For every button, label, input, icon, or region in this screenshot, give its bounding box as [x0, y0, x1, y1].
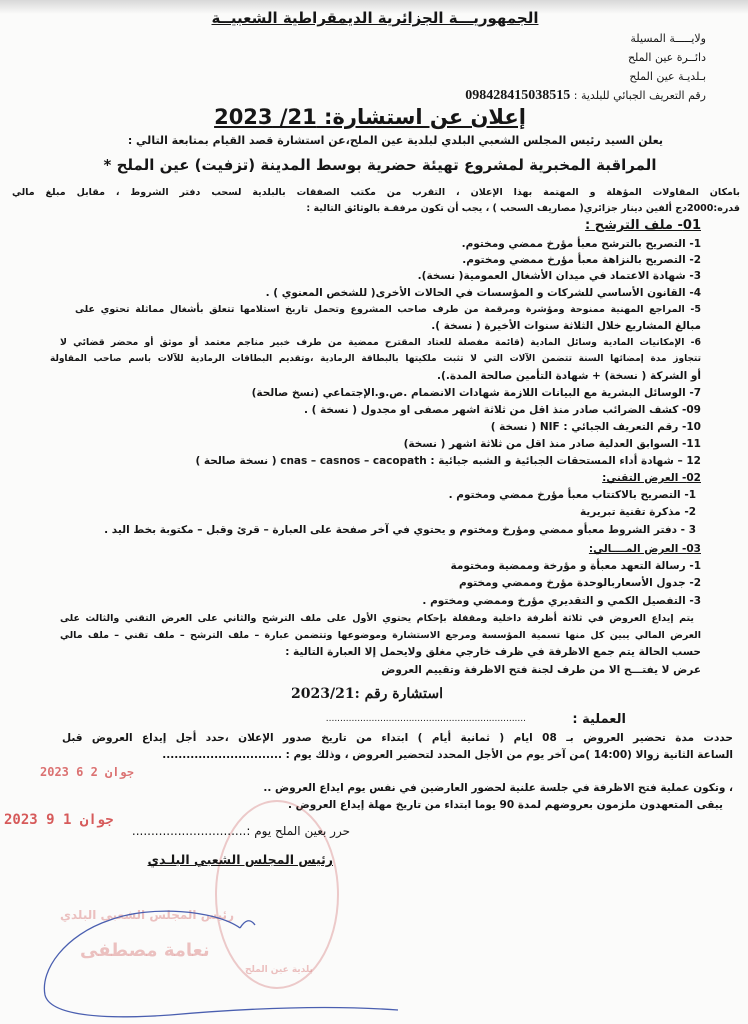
list-item: 6- الإمكانيات المادية وسائل المادية (قائمة مفصلة للعتاد المقترح ممضية من طرف خبير مناجم معتمد أو موثق أو محضر قضائي لا [60, 337, 701, 348]
list-item: 3- شهادة الاعتماد في ميدان الأشغال العمومية( نسخة). [417, 270, 701, 282]
operation-dots: ...................................................................... [325, 714, 526, 724]
deposit-date-stamp: 2023 جوان 2 6 [40, 765, 134, 779]
signatory-title: رئيس المجلس الشعبي البلـدي [147, 852, 333, 867]
republic-header: الجمهوريـــة الجزائرية الديمقراطية الشعبيــة [211, 9, 539, 27]
consultation-reference: استشارة رقم :2023/21 [291, 686, 443, 702]
list-item: 1- رسالة التعهد معبأة و مؤرخة وممضية ومختومة [450, 560, 701, 572]
envelopes-text: عرض لا يفتـــح الا من طرف لجنة فتح الاظرفة وتقييم العروض [381, 664, 701, 676]
section-title-technical: 02- العرض التقني: [602, 472, 701, 484]
list-item: 12 – شهادة أداء المستحقات الجبائية و الشبه جبائية : cnas – casnos – cacopath ( نسخة صالحة ) [195, 455, 701, 467]
list-item: مبالغ المشاريع خلال الثلاثة سنوات الأخيرة ( نسخة ). [431, 320, 701, 332]
list-item: 7- الوسائل البشرية مع البيانات اللازمة شهادات الانضمام .ص.و.الإجتماعي (نسخ صالحة) [251, 387, 701, 399]
list-item: 1- التصريح بالاكتتاب معبأ مؤرخ ممضي ومختوم . [448, 489, 696, 501]
envelopes-text: حسب الحالة يتم جمع الاظرفة في ظرف خارجي مغلق ولايحمل إلا العبارة التالية : [285, 646, 701, 658]
wilaya: ولايـــــة المسيلة [630, 32, 706, 45]
nif-label: رقم التعريف الجبائي للبلدية : [573, 89, 706, 102]
operation-label: العملية : [572, 712, 626, 727]
signature-drawing [0, 880, 420, 1020]
section-title-financial: 03- العرض المــــالي: [588, 543, 701, 555]
deadline-text: حددت مدة تحضير العروض بـ 08 ايام ( ثمانية أيام ) ابتداء من تاريخ صدور الإعلان ،حدد أجل إيداع العروض قبل [62, 732, 733, 744]
section-title-candidacy: 01- ملف الترشح : [585, 218, 701, 233]
list-item: 3- التفصيل الكمي و التقديري مؤرخ وممضي ومختوم . [422, 595, 701, 607]
stamp-name: نعامة مصطفى [80, 940, 210, 961]
list-item: 5- المراجع المهنية ممنوحة ومؤشرة ومرقمة من طرف صاحب المشروع وتحمل تاريخ استلامها تتعلق بأشغال مماثلة تحتوي على [75, 304, 701, 315]
list-item: 10- رقم التعريف الجبائي : NIF ( نسخة ) [490, 421, 701, 433]
signature-date-stamp: 2023 جوان 1 9 [4, 812, 114, 828]
intro-text: يعلن السيد رئيس المجلس الشعبي البلدي لبلدية عين الملح،عن استشارة قصد القيام بمتابعة التالي : [127, 134, 663, 147]
deadline-text: الساعة الثانية زوالا (14:00 )من آخر يوم من الأجل المحدد لتحضير العروض ، وذلك يوم : .............................. [162, 749, 733, 761]
list-item: تتجاوز مدة إمضائها السنة تتضمن الآلات التي لا تثبت ملكيتها بالبطاقة الرمادية ،وتقديم البطاقات الرمادية للآلات باسم صاحب المقاولة [50, 354, 701, 364]
nif-line [465, 88, 706, 103]
seal-text: بلدية عين الملح [245, 965, 313, 975]
deadline-text: ، وتكون عملية فتح الاظرفة في جلسة علنية لحضور العارضين في نفس يوم ايداع العروض .. [263, 782, 733, 794]
list-item: 3 - دفتر الشروط معبأو ممضي ومؤرخ ومختوم و يحتوي في آخر صفحة على العبارة – قرئ وقبل – مكتوبة بخط اليد . [104, 524, 696, 536]
list-item: 2- التصريح بالنزاهة معبأ مؤرخ ممضي ومختوم. [462, 254, 701, 266]
stamp-text: رئيس المجلس الشعبي البلدي [60, 908, 234, 922]
project-title: المراقبة المخبرية لمشروع تهيئة حضرية بوسط المدينة (تزفيت) عين الملح * [103, 156, 657, 174]
list-item: 4- القانون الأساسي للشركات و المؤسسات في الحالات الأخرى( للشخص المعنوي ) . [265, 287, 701, 299]
deadline-text: يبقى المتعهدون ملزمون بعروضهم لمدة 90 يوما ابتداء من تاريخ مهلة إيداع العروض . [287, 799, 723, 811]
place-date-line: حرر بعين الملح يوم :.............................. [131, 824, 350, 838]
envelopes-text: العرض المالي يبين كل منها تسمية المؤسسة ومرجع الاستشارة وموضوعها وتتضمن عبارة – ملف الترشح – ملف تقني – ملف مالي [60, 630, 701, 641]
invitation-line: بامكان المقاولات المؤهلة و المهتمة بهذا الإعلان ، التقرب من مكتب الصفقات بالبلدية لسحب دفتر الشروط ، مقابل مبلغ مالي [12, 187, 740, 198]
commune: بـلديـة عين الملح [629, 70, 706, 83]
daira: دائــرة عين الملح [627, 51, 706, 64]
nif-value: 098428415038515 [465, 88, 571, 103]
list-item: 2- مذكرة تقنية تبريرية [579, 506, 696, 518]
invitation-line: قدره:2000دج ألفين دينار جزائري( مصاريف السحب ) ، يجب أن تكون مرفقـة بالوثائق التالية : [306, 203, 740, 214]
list-item: أو الشركة ( نسخة) + شهادة التأمين صالحة المدة.). [437, 370, 701, 382]
envelopes-text: يتم إيداع العروض في ثلاثة أظرفة داخلية ومقفلة بإحكام يحتوي الأول على ملف الترشح والثاني على العرض التقني والثالث على [60, 613, 694, 624]
list-item: 1- التصريح بالترشح معبأ مؤرخ ممضي ومختوم. [461, 238, 701, 250]
list-item: 11- السوابق العدلية صادر منذ اقل من ثلاثة اشهر ( نسخة) [403, 438, 701, 450]
list-item: 2- جدول الأسعاربالوحدة مؤرخ وممضي ومختوم [458, 577, 701, 589]
list-item: 09- كشف الضرائب صادر منذ اقل من ثلاثة اشهر مصفى او مجدول ( نسخة ) . [303, 404, 701, 416]
announcement-title: إعلان عن استشارة: 21/ 2023 [214, 105, 526, 129]
